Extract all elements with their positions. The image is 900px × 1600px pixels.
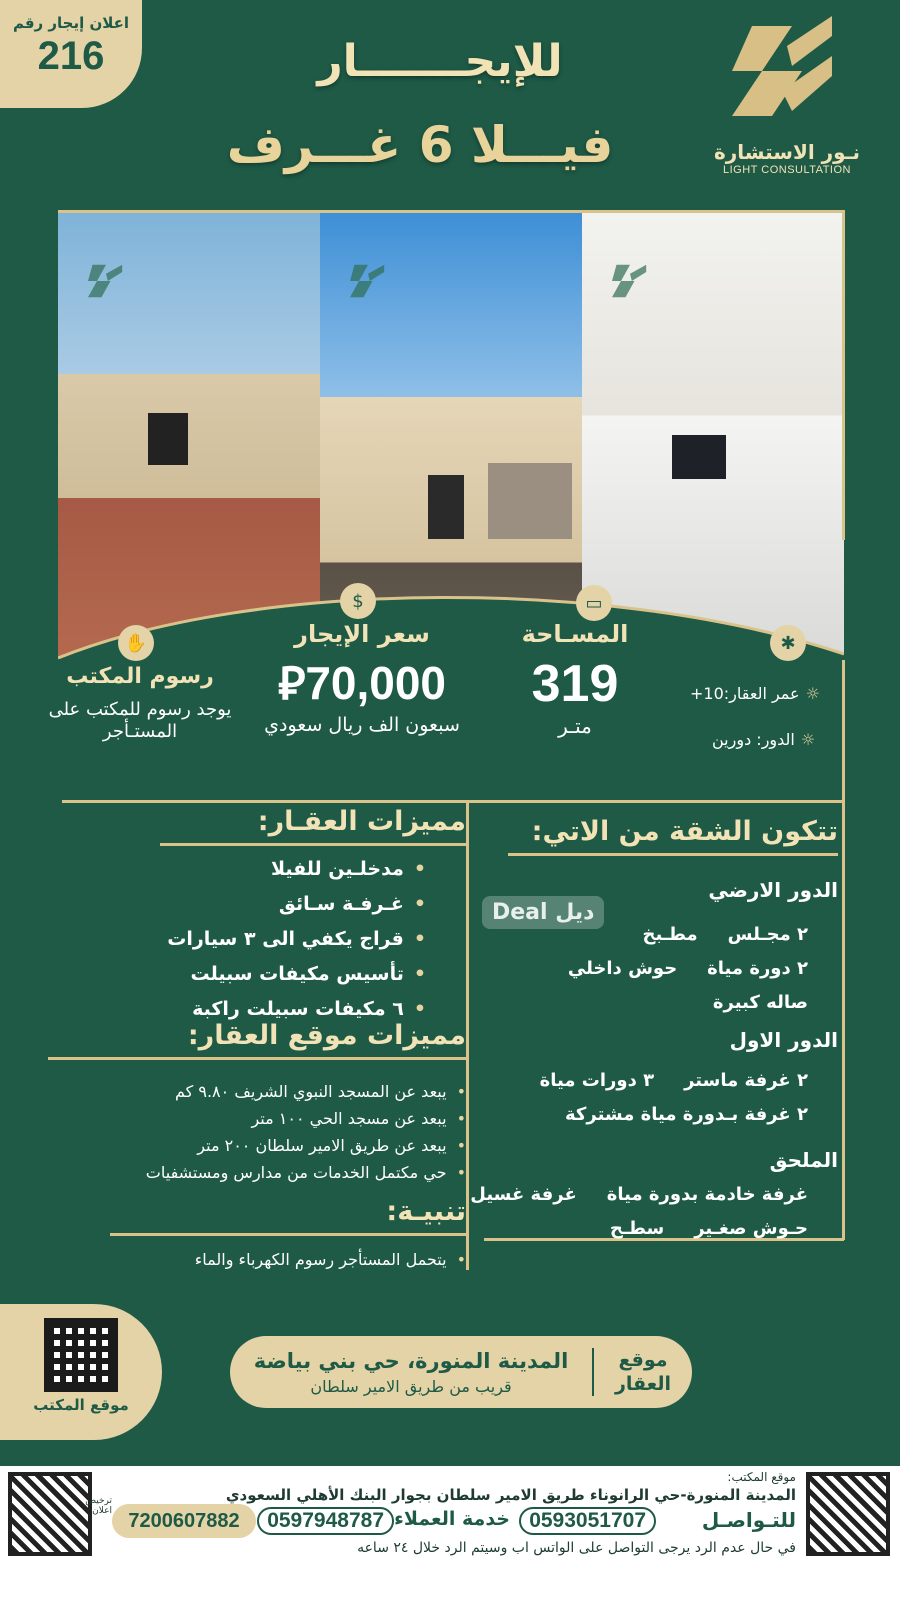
frame-line-right-lower — [842, 660, 845, 802]
lightbulb-icon: ☼ — [800, 730, 816, 749]
property-floors-text: الدور: دورين — [712, 730, 795, 749]
first-floor — [498, 1028, 838, 1132]
riyal-symbol-icon: ⃁ — [277, 657, 306, 709]
price-block — [232, 590, 492, 736]
page-subtitle: فيـــلا 6 غـــرف — [226, 116, 614, 174]
area-block — [500, 590, 650, 738]
property-age-text: عمر العقار:10+ — [690, 684, 800, 703]
footer-note: في حال عدم الرد يرجى التواصل على الواتس اب وسيتم الرد خلال ٢٤ ساعه — [357, 1540, 796, 1556]
footer — [0, 1466, 900, 1600]
first-floor-title: الدور الاول — [729, 1028, 838, 1052]
list-item: • يبعد عن طريق الامير سلطان ٢٠٠ متر — [48, 1132, 466, 1159]
list-item: ٢ دورة مياة حوش داخلي — [567, 958, 808, 979]
license-label: ترخيص اعلان — [85, 1496, 112, 1516]
qr-code-icon[interactable] — [44, 1318, 118, 1392]
location-tag: موقع العقار — [592, 1348, 692, 1396]
apartment-title: تتكون الشقة من الاتي: — [508, 816, 838, 856]
ad-number: 216 — [37, 34, 105, 78]
ground-floor-title: الدور الارضي — [708, 878, 838, 902]
office-fees-block — [40, 618, 240, 743]
ad-number-badge — [0, 0, 142, 108]
property-floors — [712, 730, 815, 749]
frame-line-right — [842, 210, 845, 540]
office-fees-title: رسوم المكتب — [66, 664, 214, 689]
customer-service-label: خدمة العملاء — [394, 1508, 510, 1530]
ad-number-label: اعلان إيجار رقم — [12, 14, 130, 32]
page-title: للإيجـــــــار — [317, 36, 563, 87]
office-location-label: موقع المكتب — [33, 1396, 129, 1414]
price-words: سبعون الف ريال سعودي — [264, 714, 460, 736]
footer-office-label: موقع المكتب: — [727, 1470, 796, 1484]
list-item: • تأسيس مكيفات سبيلت — [160, 957, 426, 992]
lightbulb-icon: ✱ — [770, 625, 806, 661]
list-item: • حي مكتمل الخدمات من مدارس ومستشفيات — [48, 1159, 466, 1186]
notice-title: تنبيـة: — [110, 1196, 466, 1236]
money-icon: $ — [340, 583, 376, 619]
area-value: 319 — [531, 655, 619, 713]
lightbulb-icon: ☼ — [805, 684, 820, 703]
logo-mark-icon — [732, 16, 842, 136]
list-item: صاله كبيرة — [712, 992, 808, 1013]
hand-money-icon: ✋ — [118, 625, 154, 661]
property-location — [230, 1336, 692, 1408]
list-item: • ٦ مكيفات سبيلت راكبة — [160, 992, 426, 1027]
watermark-logo-icon — [88, 263, 124, 299]
company-logo — [712, 16, 862, 196]
list-item: ٢ غرفة بـدورة مياة مشتركة — [564, 1104, 808, 1125]
price-label: سعر الإيجار — [294, 620, 430, 648]
notice-section — [110, 1196, 466, 1273]
price-value: ⃁70,000 — [277, 657, 447, 709]
list-item: • يبعد عن مسجد الحي ١٠٠ متر — [48, 1105, 466, 1132]
footer-address: المدينة المنورة-حي الرانوناء طريق الامير سلطان بجوار البنك الأهلي السعودي — [225, 1486, 796, 1504]
annex-title: الملحق — [769, 1148, 838, 1172]
location-features-list — [48, 1078, 466, 1186]
location-features-section — [48, 1020, 466, 1186]
features-section — [160, 806, 466, 1027]
frame-line-right-bottom — [842, 800, 845, 1240]
list-item: ٢ غرفة ماستر ٣ دورات مياة — [539, 1070, 808, 1091]
watermark-logo-icon — [350, 263, 386, 299]
features-list — [160, 852, 426, 1027]
office-fees-text: يوجد رسوم للمكتب على المستـأجر — [48, 699, 232, 742]
list-item: • مدخلـين للفيلا — [160, 852, 426, 887]
features-title: مميزات العقـار: — [160, 806, 466, 846]
area-label: المسـاحة — [521, 620, 629, 648]
list-item: • قراج يكفي الى ٣ سيارات — [160, 922, 426, 957]
location-city: المدينة المنورة، حي بني بياضة — [253, 1348, 569, 1373]
license-number: 7200607882 — [112, 1504, 256, 1538]
list-item: ٢ مجـلس مطـبخ — [642, 924, 808, 945]
property-age — [690, 684, 820, 703]
section-divider — [62, 800, 844, 803]
phone-customer-service[interactable]: 0597948787 — [257, 1507, 394, 1535]
notice-list — [110, 1246, 466, 1273]
list-item: • يبعد عن المسجد النبوي الشريف ٩.٨٠ كم — [48, 1078, 466, 1105]
contact-label: للتـواصـل — [701, 1508, 796, 1532]
apartment-section — [508, 816, 838, 856]
location-near: قريب من طريق الامير سلطان — [310, 1376, 512, 1396]
office-location-qr[interactable] — [0, 1304, 162, 1440]
list-item: • يتحمل المستأجر رسوم الكهرباء والماء — [110, 1246, 466, 1273]
area-unit: متـر — [558, 714, 592, 738]
list-item: غرفة خادمة بدورة مياة غرفة غسيل — [470, 1184, 808, 1205]
annex — [468, 1148, 838, 1246]
deal-watermark: ديل Deal — [482, 896, 604, 929]
qr-code-icon[interactable] — [8, 1472, 92, 1556]
watermark-logo-icon — [612, 263, 648, 299]
list-item: حـوش صغـير سطـح — [609, 1218, 808, 1239]
logo-arabic-text: نـور الاستشارة — [713, 140, 861, 164]
phone-contact[interactable]: 0593051707 — [519, 1507, 656, 1535]
location-features-title: مميزات موقع العقار: — [48, 1020, 466, 1060]
area-icon: ▭ — [576, 585, 612, 621]
logo-english-text: LIGHT CONSULTATION — [723, 164, 851, 176]
qr-code-icon[interactable] — [806, 1472, 890, 1556]
list-item: • غـرفـة سـائق — [160, 887, 426, 922]
